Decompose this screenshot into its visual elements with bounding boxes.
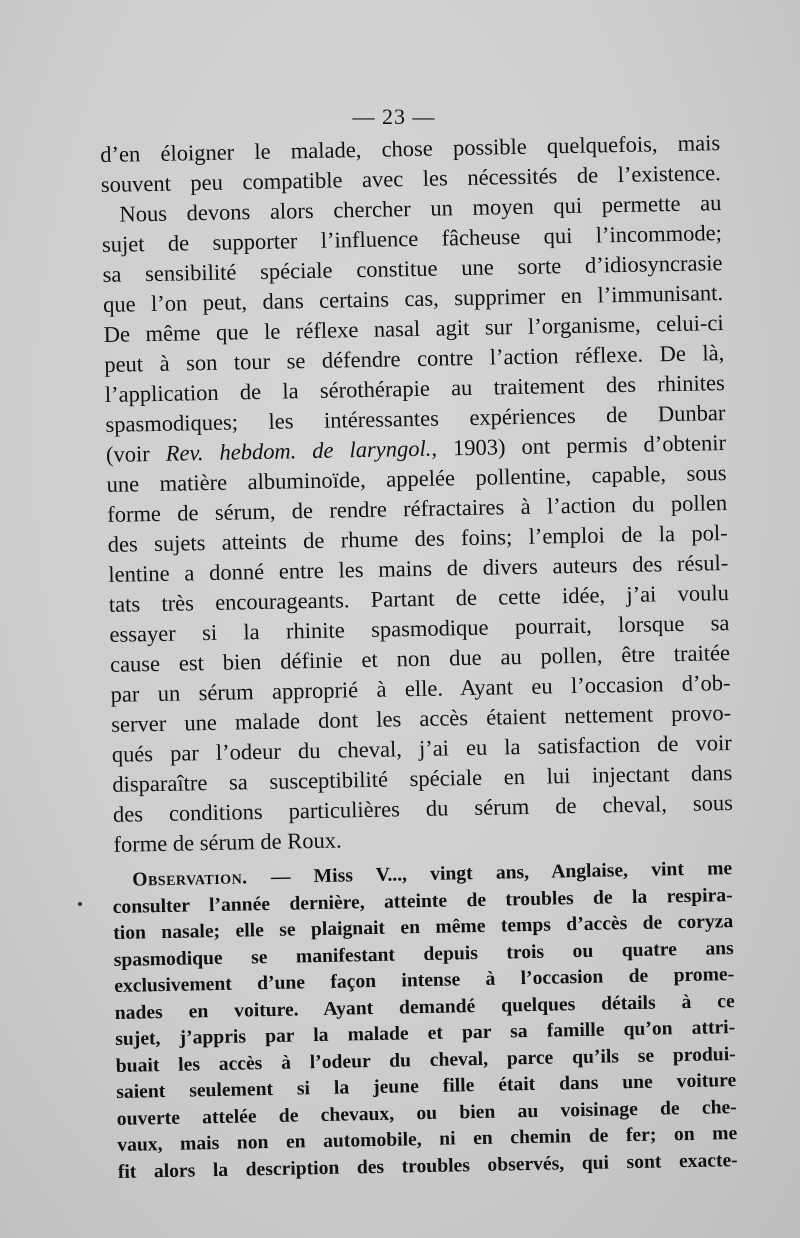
text-line: d’en éloigner le malade, chose possible quelquefois, mais xyxy=(100,130,721,167)
text-line: tats très encourageants. Partant de cette idée, j’ai voulu xyxy=(108,580,730,617)
observation-heading: Observation. xyxy=(132,867,248,891)
observation-line: spasmodique se manifestant depuis trois ou quatre ans xyxy=(113,937,734,971)
observation-line: fit alors la description des troubles observés, qui sont exacte- xyxy=(117,1149,738,1183)
citation-after: , 1903) ont permis d’obtenir xyxy=(431,430,727,461)
journal-title: Rev. hebdom. de laryngol. xyxy=(165,435,432,466)
text-line: De même que le réflexe nasal agit sur l’organisme, celui-ci xyxy=(103,310,724,347)
ink-speck xyxy=(78,902,82,906)
observation-line: nades en voiture. Ayant demandé quelques détails à ce xyxy=(114,990,735,1024)
observation-paragraph xyxy=(112,856,738,1186)
text-line: par un sérum approprié à elle. Ayant eu l’occasion d’ob- xyxy=(110,669,731,707)
page-number: — 23 — xyxy=(352,104,436,129)
text-line: des conditions particulières du sérum de cheval, sous xyxy=(112,789,734,827)
text-line: sujet de supporter l’influence fâcheuse qui l’incommode; xyxy=(101,220,723,257)
observation-line: vaux, mais non en automobile, ni en chemin de fer; on me xyxy=(117,1123,738,1156)
text-line: une matière albuminoïde, appelée pollentine, capable, sous xyxy=(106,460,727,497)
text-line: essayer si la rhinite spasmodique pourrait, lorsque sa xyxy=(109,610,730,647)
text-line: sa sensibilité spéciale constitue une sorte d’idiosyncrasie xyxy=(102,250,723,287)
observation-first-text: — Miss V..., vingt ans, Anglaise, vint me xyxy=(247,858,733,889)
text-line: forme de sérum de Roux. xyxy=(113,827,342,857)
text-line: spasmodiques; les intéressantes expériences de Dunbar xyxy=(105,400,726,437)
text-line: l’application de la sérothérapie au traitement des rhinites xyxy=(104,370,726,407)
observation-line: tion nasale; elle se plaignait en même temps d’accès de coryza xyxy=(113,911,734,944)
text-line: server une malade dont les accès étaient nettement provo- xyxy=(110,699,732,737)
text-line: des sujets atteints de rhume des foins; l’emploi de la pol- xyxy=(107,520,728,557)
text-line: disparaître sa susceptibilité spéciale en lui injectant dans xyxy=(112,759,733,797)
text-line: cause est bien définie et non due au pollen, être traitée xyxy=(109,640,731,677)
text-line: qués par l’odeur du cheval, j’ai eu la satisfaction de voir xyxy=(111,729,732,767)
observation-line: buait les accès à l’odeur du cheval, parce qu’ils se produi- xyxy=(115,1043,736,1077)
text-line: peut à son tour se défendre contre l’action réflexe. De là, xyxy=(104,340,725,377)
observation-line: ouverte attelée de chevaux, ou bien au voisinage de che- xyxy=(116,1096,737,1130)
observation-line: exclusivement d’une façon intense à l’occasion de prome- xyxy=(114,964,735,997)
text-line: que l’on peut, dans certains cas, supprimer en l’immunisant. xyxy=(102,280,724,317)
text-line: souvent peu compatible avec les nécessités de l’existence. xyxy=(100,160,721,197)
text-line: Nous devons alors chercher un moyen qui permette au xyxy=(119,190,722,227)
text-line: forme de sérum, de rendre réfractaires à l’action du pollen xyxy=(106,490,728,527)
observation-line: saient seulement si la jeune fille était dans une voiture xyxy=(116,1070,737,1103)
citation-before: (voir xyxy=(105,440,167,467)
observation-line: sujet, j’appris par la malade et par sa famille qu’on attri- xyxy=(115,1017,736,1050)
main-paragraph xyxy=(100,128,734,860)
observation-line: consulter l’année dernière, atteinte de troubles de la respira- xyxy=(112,884,733,918)
text-line: lentine a donné entre les mains de divers auteurs des résul- xyxy=(108,550,729,587)
